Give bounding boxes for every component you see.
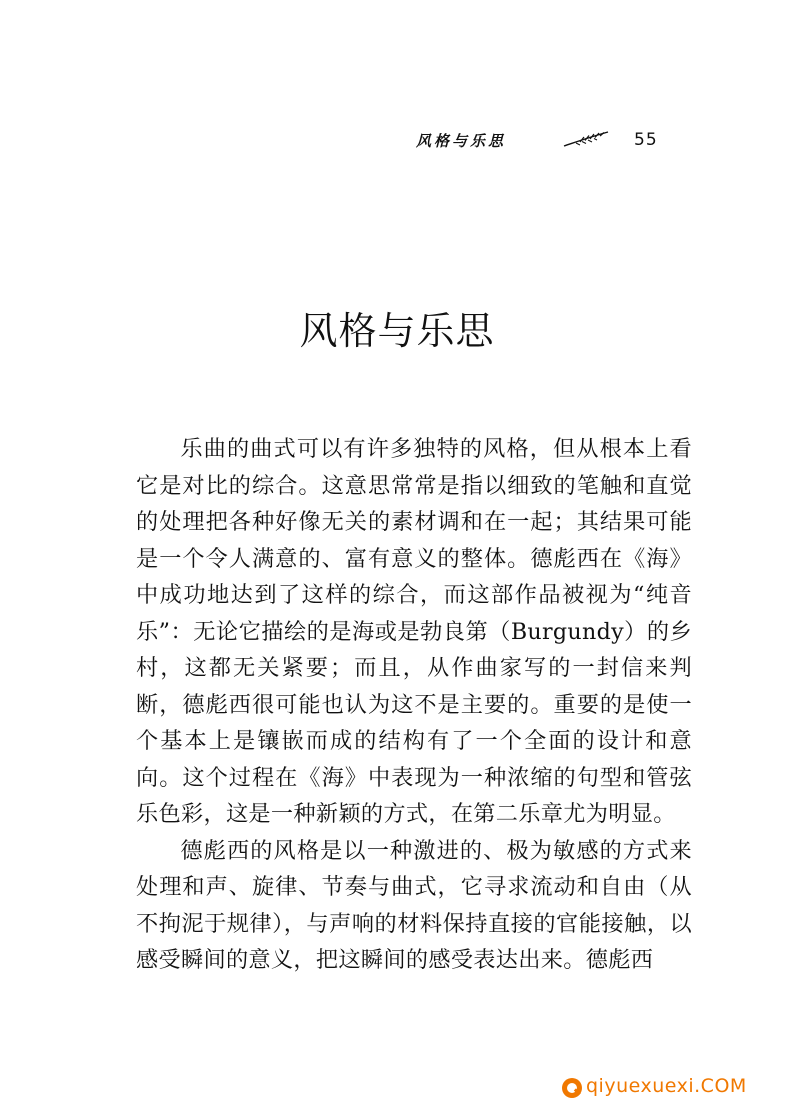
- paragraph-2: 德彪西的风格是以一种激进的、极为敏感的方式来处理和声、旋律、节奏与曲式，它寻求流动和自由（从不拘泥于规律），与声响的材料保持直接的官能接触，以感受瞬间的意义，把这瞬间的感受表达出来。德彪西: [136, 837, 692, 973]
- logo-icon: [560, 1076, 584, 1100]
- site-watermark: [560, 1074, 774, 1102]
- quill-ornament-icon: [562, 130, 610, 148]
- paragraph-1: 乐曲的曲式可以有许多独特的风格，但从根本上看它是对比的综合。这意思常常是指以细致的笔触和直觉的处理把各种好像无关的素材调和在一起；其结果可能是一个令人满意的、富有意义的整体。德彪西在《海》中成功地达到了这样的综合，而这部作品被视为“纯音乐”：无论它描绘的是海或是勃良第（Burgundy）的乡村，这都无关紧要；而且，从作曲家写的一封信来判断，德彪西很可能也认为这不是主要的。重要的是使一个基本上是镶嵌而成的结构有了一个全面的设计和意向。这个过程在《海》中表现为一种浓缩的句型和管弦乐色彩，这是一种新颖的方式，在第二乐章尤为明显。: [136, 436, 692, 827]
- running-header: [416, 128, 676, 158]
- chapter-title: 风格与乐思: [299, 309, 495, 353]
- body-text: [136, 431, 692, 979]
- watermark-text: qiyuexuexi.COM: [586, 1075, 747, 1097]
- page-number: 55: [634, 130, 658, 150]
- running-title: 风格与乐思: [416, 132, 507, 150]
